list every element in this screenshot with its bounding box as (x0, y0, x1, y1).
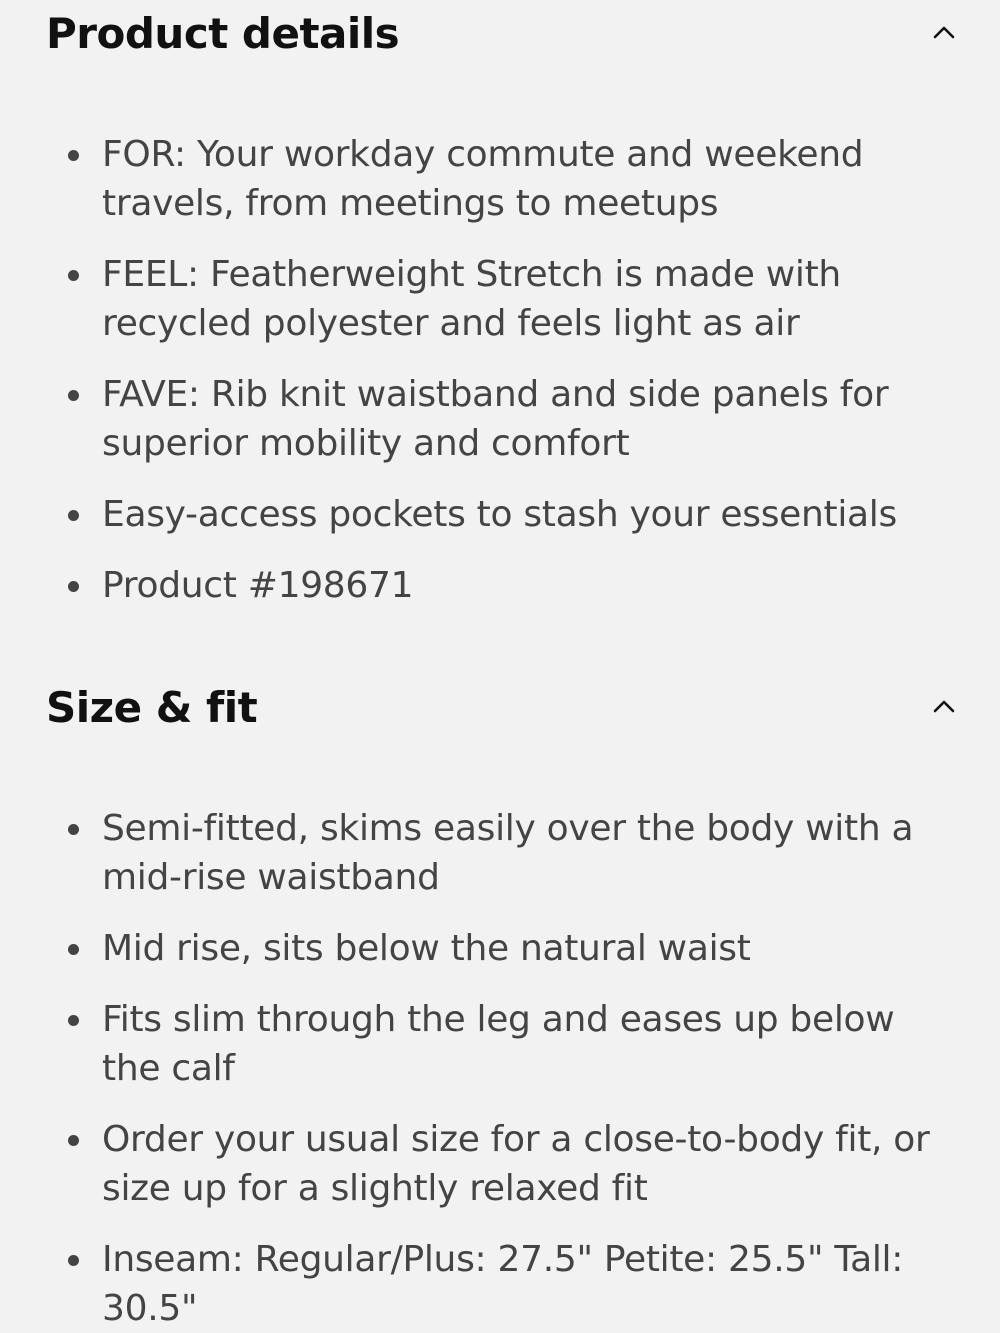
list-item (0, 1235, 1000, 1333)
product-details-list (0, 130, 1000, 610)
list-item-text: Fits slim through the leg and eases up below the calf (102, 999, 895, 1089)
chevron-up-icon[interactable] (932, 694, 956, 718)
list-item (0, 130, 1000, 228)
list-item-text: FOR: Your workday commute and weekend travels, from meetings to meetups (102, 134, 864, 224)
list-item (0, 490, 1000, 539)
list-item (0, 804, 1000, 902)
bullet-icon (68, 824, 79, 835)
list-item-text: Easy-access pockets to stash your essentials (102, 494, 897, 535)
bullet-icon (68, 150, 79, 161)
list-item (0, 370, 1000, 468)
product-details-header[interactable] (0, 0, 1000, 70)
list-item-text: Mid rise, sits below the natural waist (102, 928, 751, 969)
list-item-text: Inseam: Regular/Plus: 27.5" Petite: 25.5" Tall: 30.5" (102, 1239, 904, 1329)
list-item (0, 1115, 1000, 1213)
size-fit-section (0, 674, 1000, 1329)
bullet-icon (68, 944, 79, 955)
list-item (0, 924, 1000, 973)
bullet-icon (68, 581, 79, 592)
size-fit-list (0, 804, 1000, 1333)
size-fit-header[interactable] (0, 674, 1000, 744)
product-details-title: Product details (46, 9, 400, 58)
bullet-icon (68, 1135, 79, 1146)
list-item-text: Semi-fitted, skims easily over the body with a mid-rise waistband (102, 808, 914, 898)
list-item-text: Product #198671 (102, 565, 414, 606)
list-item-text: Order your usual size for a close-to-body fit, or size up for a slightly relaxed fit (102, 1119, 930, 1209)
bullet-icon (68, 1015, 79, 1026)
chevron-up-icon[interactable] (932, 20, 956, 44)
list-item (0, 561, 1000, 610)
bullet-icon (68, 1255, 79, 1266)
product-details-section (0, 0, 1000, 606)
list-item-text: FAVE: Rib knit waistband and side panels for superior mobility and comfort (102, 374, 889, 464)
size-fit-title: Size & fit (46, 683, 258, 732)
list-item (0, 250, 1000, 348)
list-item (0, 995, 1000, 1093)
bullet-icon (68, 270, 79, 281)
list-item-text: FEEL: Featherweight Stretch is made with recycled polyester and feels light as air (102, 254, 841, 344)
bullet-icon (68, 510, 79, 521)
bullet-icon (68, 390, 79, 401)
